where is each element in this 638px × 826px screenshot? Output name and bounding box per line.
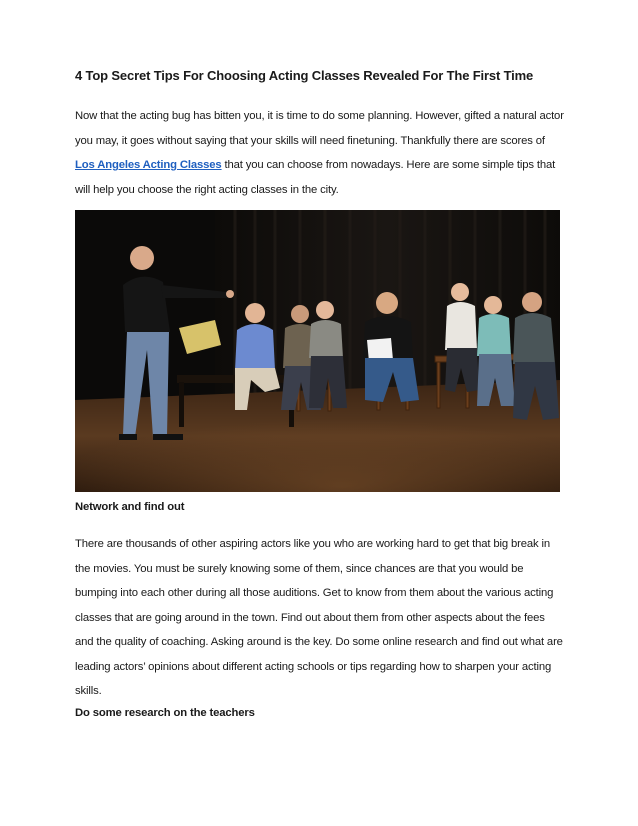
section-heading-research: Do some research on the teachers [75, 707, 255, 719]
network-paragraph: There are thousands of other aspiring actors like you who are working hard to get that big break in the movies. You must be surely knowing some of them, since chances are that you would be bumping into each other during all those auditions. Get to know from them about the various acting classes that are going around in the town. Find out about them from other aspects about the fees and the quality of coaching. Asking around is the key. Do some online research and find out what are leading actors’ opinions about different acting schools or tips regarding how to sharpen your acting skills. [75, 538, 563, 697]
acting-class-illustration [75, 210, 560, 492]
document-title: 4 Top Secret Tips For Choosing Acting Classes Revealed For The First Time [75, 68, 534, 83]
section-heading-network: Network and find out [75, 501, 185, 513]
acting-class-photo [75, 210, 560, 492]
intro-paragraph [75, 104, 565, 202]
intro-text-before-link: Now that the acting bug has bitten you, it is time to do some planning. However, gifted a natural actor you may, it goes without saying that your skills will need finetuning. Thankfully there are scores of [75, 110, 564, 147]
los-angeles-acting-classes-link[interactable]: Los Angeles Acting Classes [75, 159, 222, 171]
intro-text-after-link: that you can choose from nowadays. Here are some simple tips that will help you choose the right acting classes in the city. [75, 159, 556, 196]
